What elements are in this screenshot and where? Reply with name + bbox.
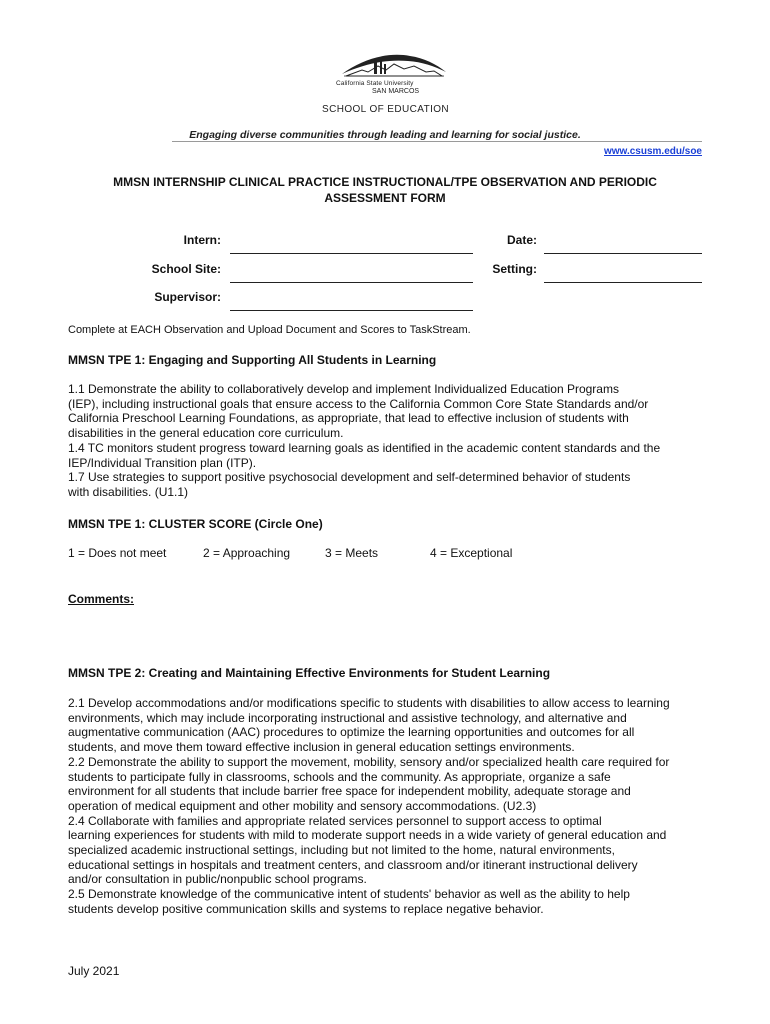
tpe2-line: augmentative communication (AAC) procedures to optimize the learning opportunities and outcomes for all	[68, 725, 635, 740]
tpe1-line: with disabilities. (U1.1)	[68, 484, 189, 499]
form-title	[68, 174, 702, 206]
supervisor-field[interactable]	[230, 310, 473, 311]
tpe1-line: IEP/Individual Transition plan (ITP).	[68, 455, 257, 470]
tpe2-line: 2.5 Demonstrate knowledge of the communicative intent of students' behavior as well as the ability to help	[68, 887, 630, 902]
intern-field[interactable]	[230, 253, 473, 254]
footer-date: July 2021	[68, 964, 120, 978]
tpe1-line: (IEP), including instructional goals that ensure access to the California Common Core State Standards and/or	[68, 396, 649, 411]
tagline: Engaging diverse communities through leading and learning for social justice.	[189, 129, 581, 141]
school-site-label: School Site:	[151, 262, 221, 276]
tpe2-line: students develop positive communication skills and systems to replace negative behavior.	[68, 901, 544, 916]
tpe1-line: 1.4 TC monitors student progress toward learning goals as identified in the academic content standards and the	[68, 440, 661, 455]
school-site-field[interactable]	[230, 282, 473, 283]
tpe2-line: environment for all students that include barrier free space for independent mobility, adequate storage and	[68, 784, 631, 799]
tpe2-line: specialized academic instructional settings, including but not limited to the home, natural environments,	[68, 843, 615, 858]
tpe1-line: disabilities in the general education core curriculum.	[68, 426, 344, 441]
tpe2-line: 2.4 Collaborate with families and appropriate related services personnel to support access to optimal	[68, 813, 602, 828]
tpe1-heading: MMSN TPE 1: Engaging and Supporting All Students in Learning	[68, 353, 437, 367]
tpe2-line: environments, which may include incorporating instructional and assistive technology, and alternative and	[68, 710, 627, 725]
tpe2-line: learning experiences for students with mild to moderate support needs in a wide variety of general education and	[68, 828, 667, 843]
tpe2-line: operation of medical equipment and other mobility and sensory accommodations. (U2.3)	[68, 798, 537, 813]
logo-school-name: SCHOOL OF EDUCATION	[322, 104, 450, 115]
instruction-text: Complete at EACH Observation and Upload Document and Scores to TaskStream.	[68, 324, 471, 336]
header-divider	[172, 141, 702, 142]
website-link[interactable]: www.csusm.edu/soe	[604, 146, 702, 157]
logo-campus-name: SAN MARCOS	[372, 88, 420, 95]
tpe1-body	[68, 382, 708, 500]
tpe2-body	[68, 696, 708, 917]
score-option-2[interactable]: 2 = Approaching	[203, 546, 291, 560]
intern-label: Intern:	[183, 233, 221, 247]
form-title-line-2: ASSESSMENT FORM	[324, 191, 446, 205]
tpe1-line: 1.7 Use strategies to support positive psychosocial development and self-determined behavior of students	[68, 470, 631, 485]
tpe2-line: educational settings in hospitals and treatment centers, and classroom and/or itinerant instructional delivery	[68, 857, 638, 872]
setting-field[interactable]	[544, 282, 702, 283]
score-option-4[interactable]: 4 = Exceptional	[430, 546, 513, 560]
tpe1-cluster-heading: MMSN TPE 1: CLUSTER SCORE (Circle One)	[68, 517, 323, 531]
tpe2-heading: MMSN TPE 2: Creating and Maintaining Effective Environments for Student Learning	[68, 666, 551, 680]
supervisor-label: Supervisor:	[154, 290, 221, 304]
score-option-3[interactable]: 3 = Meets	[325, 546, 379, 560]
form-title-line-1: MMSN INTERNSHIP CLINICAL PRACTICE INSTRUCTIONAL/TPE OBSERVATION AND PERIODIC	[113, 175, 657, 189]
tpe2-line: 2.2 Demonstrate the ability to support the movement, mobility, sensory and/or specialized health care required for	[68, 754, 670, 769]
score-option-1[interactable]: 1 = Does not meet	[68, 546, 167, 560]
date-field[interactable]	[544, 253, 702, 254]
tpe1-line: 1.1 Demonstrate the ability to collaboratively develop and implement Individualized Education Programs	[68, 382, 619, 396]
tpe2-line: students, and move them toward effective inclusion in general education settings environments.	[68, 740, 575, 755]
date-label: Date:	[506, 233, 537, 247]
tpe2-line: 2.1 Develop accommodations and/or modifications specific to students with disabilities to allow access to learning	[68, 696, 670, 710]
tpe1-line: California Preschool Learning Foundations, as appropriate, that lead to effective inclusion of students with	[68, 411, 629, 426]
setting-label: Setting:	[492, 262, 537, 276]
comments-label: Comments:	[68, 592, 135, 606]
logo-university-name: California State University	[336, 80, 414, 87]
tpe2-line: students to participate fully in classrooms, schools and the community. As appropriate, organize a safe	[68, 769, 611, 784]
tpe2-line: and/or consultation in public/nonpublic school programs.	[68, 872, 367, 887]
